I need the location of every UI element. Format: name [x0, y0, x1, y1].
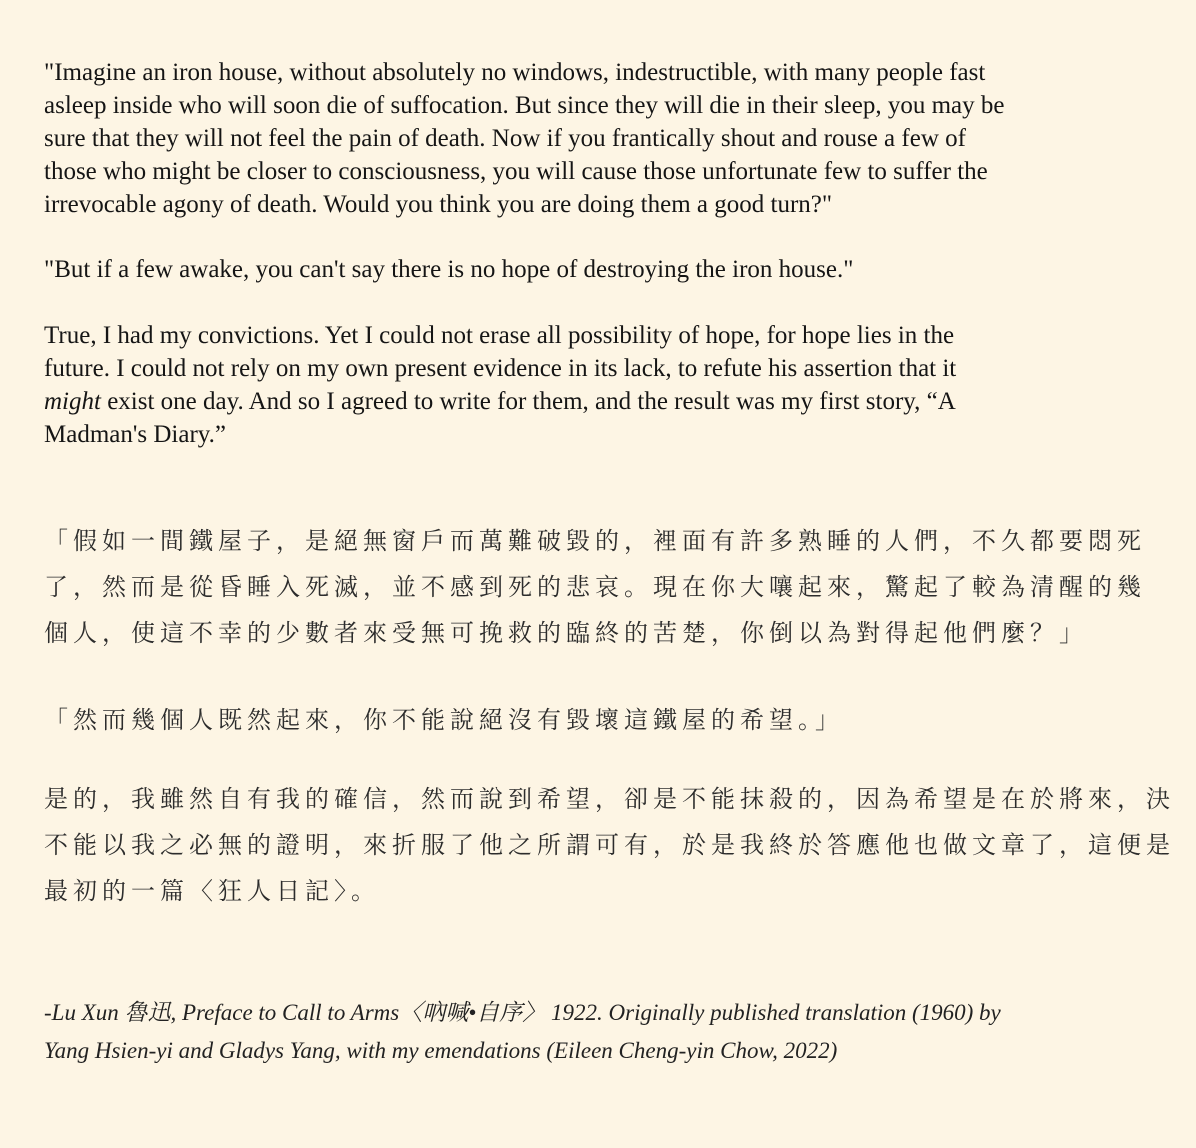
chinese-paragraph-2: [44, 697, 1164, 743]
text-line: "Imagine an iron house, without absolutely no windows, indestructible, with many people fast: [44, 59, 986, 86]
text-line: 「假如一間鐵屋子，是絕無窗戶而萬難破毀的，裡面有許多熟睡的人們，不久都要悶死: [44, 527, 1146, 555]
text-line: 了，然而是從昏睡入死滅，並不感到死的悲哀。現在你大嚷起來，驚起了較為清醒的幾: [44, 573, 1146, 601]
text-line: future. I could not rely on my own present evidence in its lack, to refute his assertion that it: [44, 355, 957, 382]
text-line: [44, 385, 1154, 418]
text-segment: exist one day. And so I agreed to write for them, and the result was my first story, “A: [100, 388, 956, 415]
text-line: those who might be closer to consciousness, you will cause those unfortunate few to suffer the: [44, 158, 988, 185]
text-line: sure that they will not feel the pain of death. Now if you frantically shout and rouse a few of: [44, 125, 966, 152]
text-line: 最初的一篇〈狂人日記〉。: [44, 877, 380, 905]
english-paragraph-3: [44, 319, 1154, 451]
citation: [44, 994, 1164, 1070]
text-line: asleep inside who will soon die of suffocation. But since they will die in their sleep, you may be: [44, 92, 1005, 119]
citation-line: Yang Hsien-yi and Gladys Yang, with my emendations (Eileen Cheng-yin Chow, 2022): [44, 1038, 838, 1063]
chinese-paragraph-1: [44, 518, 1164, 656]
text-line: Madman's Diary.”: [44, 421, 226, 448]
text-line: 是的，我雖然自有我的確信，然而說到希望，卻是不能抹殺的，因為希望是在於將來，決: [44, 785, 1175, 813]
text-line: 「然而幾個人既然起來，你不能說絕沒有毀壞這鐵屋的希望。」: [44, 706, 844, 734]
english-paragraph-2: [44, 253, 1154, 286]
emphasis-might: might: [44, 388, 101, 415]
text-line: True, I had my convictions. Yet I could not erase all possibility of hope, for hope lies in the: [44, 322, 955, 349]
english-paragraph-1: [44, 56, 1154, 221]
citation-line: -Lu Xun 魯迅, Preface to Call to Arms〈吶喊•自序〉 1922. Originally published translation (1960) by: [44, 1000, 1001, 1025]
chinese-paragraph-3: [44, 776, 1175, 914]
text-line: 不能以我之必無的證明，來折服了他之所謂可有，於是我終於答應他也做文章了，這便是: [44, 831, 1175, 859]
text-line: 個人，使這不幸的少數者來受無可挽救的臨終的苦楚，你倒以為對得起他們麼？」: [44, 619, 1088, 647]
text-line: irrevocable agony of death. Would you think you are doing them a good turn?": [44, 191, 833, 218]
text-line: "But if a few awake, you can't say there is no hope of destroying the iron house.": [44, 256, 854, 283]
